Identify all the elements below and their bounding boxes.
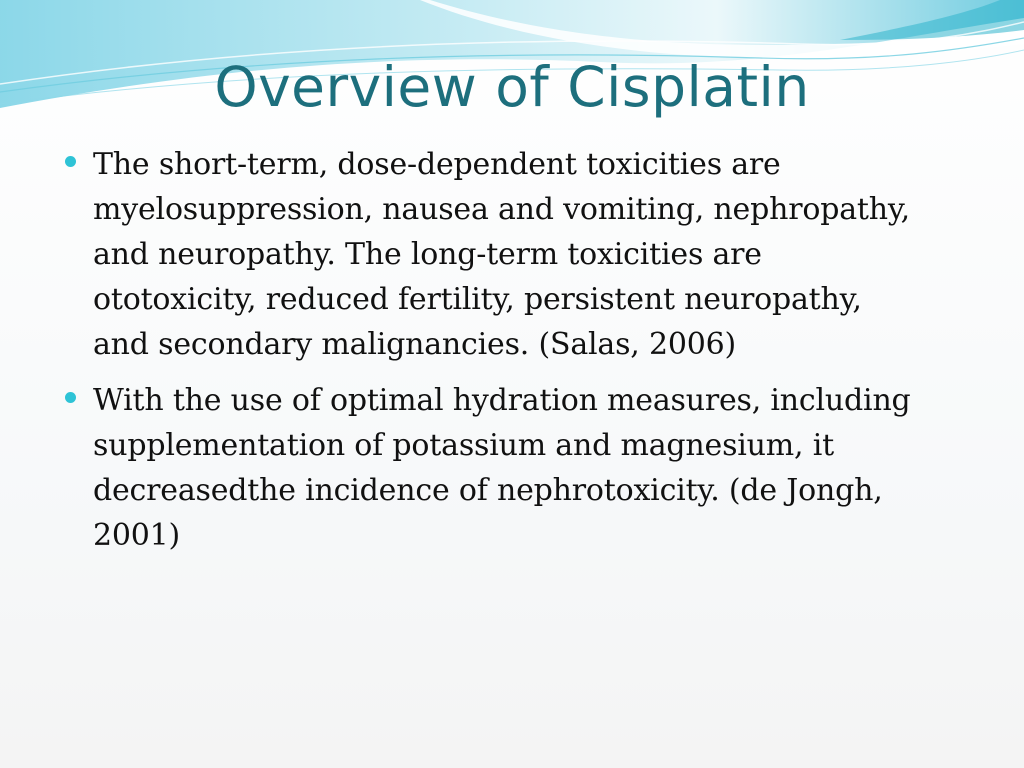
bullet-list xyxy=(60,142,980,569)
bullet-dot-icon xyxy=(65,392,76,403)
bullet-item xyxy=(60,378,980,558)
bullet-dot-icon xyxy=(65,156,76,167)
slide-title: Overview of Cisplatin xyxy=(214,55,810,119)
bullet-item xyxy=(60,142,980,367)
bullet-text: With the use of optimal hydration measures, including supplementation of potassium and magnesium, it decreasedthe incidence of nephrotoxicity. (de Jongh, 2001) xyxy=(93,383,911,553)
bullet-text: The short-term, dose-dependent toxicities are myelosuppression, nausea and vomiting, nephropathy, and neuropathy. The long-term toxicities are ototoxicity, reduced fertility, persistent neuropathy, and secondary malignancies. (Salas, 2006) xyxy=(93,147,910,362)
